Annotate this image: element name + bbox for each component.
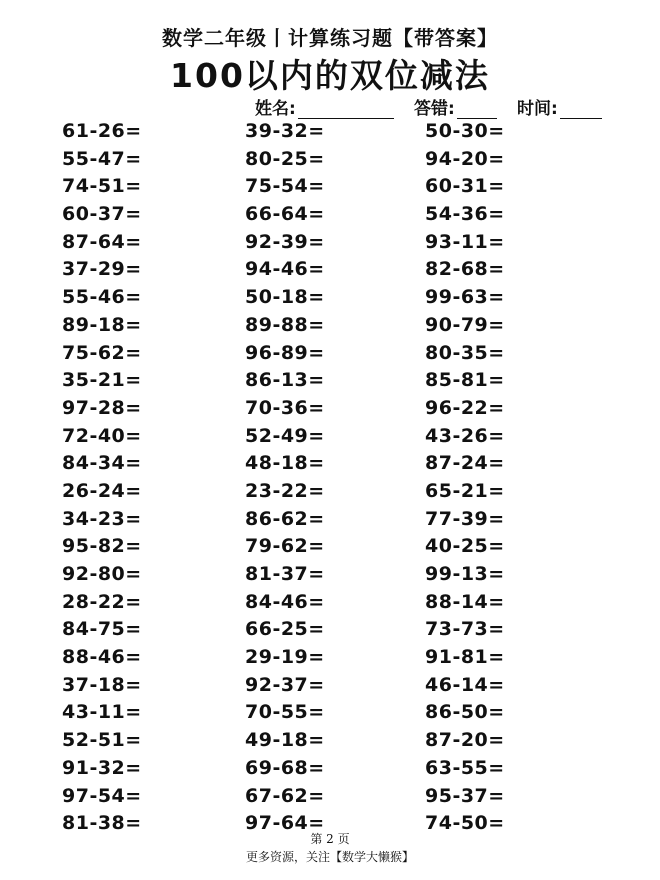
subtraction-problem: 97-64= xyxy=(245,812,325,835)
subtraction-problem: 87-64= xyxy=(62,230,142,253)
subtraction-problem: 87-24= xyxy=(425,452,505,475)
subtraction-problem: 55-46= xyxy=(62,286,142,309)
subtraction-problem: 80-25= xyxy=(245,147,325,170)
subtraction-problem: 75-54= xyxy=(245,175,325,198)
page-number: 第 2 页 xyxy=(310,832,350,846)
errors-label: 答错: xyxy=(414,99,455,119)
subtraction-problem: 92-37= xyxy=(245,673,325,696)
subtraction-problem: 43-26= xyxy=(425,424,505,447)
subtraction-problem: 77-39= xyxy=(425,507,505,530)
subtraction-problem: 23-22= xyxy=(245,479,325,502)
subtraction-problem: 37-18= xyxy=(62,673,142,696)
subtraction-problem: 99-13= xyxy=(425,563,505,585)
subtraction-problem: 65-21= xyxy=(425,479,505,502)
subtraction-problem: 91-81= xyxy=(425,646,505,669)
time-label: 时间: xyxy=(517,99,558,119)
subtraction-problem: 93-11= xyxy=(425,230,505,253)
subtraction-problem: 50-30= xyxy=(425,120,505,142)
subtraction-problem: 87-20= xyxy=(425,729,505,752)
subtraction-problem: 66-25= xyxy=(245,618,325,641)
subtraction-problem: 82-68= xyxy=(425,258,505,281)
subtraction-problem: 70-36= xyxy=(245,396,325,419)
subtraction-problem: 89-88= xyxy=(245,313,325,336)
subtraction-problem: 29-19= xyxy=(245,646,325,669)
errors-blank[interactable] xyxy=(457,100,497,119)
subtraction-problem: 46-14= xyxy=(425,673,505,696)
subtraction-problem: 84-75= xyxy=(62,618,142,641)
problem-column-1 xyxy=(62,118,142,838)
subtraction-problem: 96-89= xyxy=(245,341,325,364)
subtraction-problem: 97-54= xyxy=(62,784,142,807)
subtraction-problem: 48-18= xyxy=(245,452,325,475)
subtraction-problem: 81-37= xyxy=(245,563,325,585)
subtraction-problem: 94-20= xyxy=(425,147,505,170)
subtraction-problem: 90-79= xyxy=(425,313,505,336)
subtraction-problem: 81-38= xyxy=(62,812,142,835)
subtraction-problem: 60-37= xyxy=(62,203,142,226)
subtraction-problem: 70-55= xyxy=(245,701,325,724)
subtraction-problem: 74-50= xyxy=(425,812,505,835)
subtraction-problem: 72-40= xyxy=(62,424,142,447)
subtraction-problem: 92-80= xyxy=(62,563,142,585)
subtraction-problem: 96-22= xyxy=(425,396,505,419)
subtraction-problem: 84-46= xyxy=(245,590,325,613)
footer-note: 更多资源，关注【数学大懒猴】 xyxy=(245,850,414,864)
name-field[interactable] xyxy=(255,94,394,119)
problem-column-2 xyxy=(245,118,325,838)
subtraction-problem: 35-21= xyxy=(62,369,142,392)
subtraction-problem: 26-24= xyxy=(62,479,142,502)
subtraction-problem: 60-31= xyxy=(425,175,505,198)
student-info-row xyxy=(0,94,660,118)
subtraction-problem: 86-50= xyxy=(425,701,505,724)
errors-field[interactable] xyxy=(414,94,497,119)
subtraction-problem: 37-29= xyxy=(62,258,142,281)
subtraction-problem: 52-49= xyxy=(245,424,325,447)
subtraction-problem: 84-34= xyxy=(62,452,142,475)
subtraction-problem: 69-68= xyxy=(245,756,325,779)
subtraction-problem: 50-18= xyxy=(245,286,325,309)
subtraction-problem: 95-82= xyxy=(62,535,142,558)
subtraction-problem: 34-23= xyxy=(62,507,142,530)
name-label: 姓名: xyxy=(255,99,296,119)
subtraction-problem: 28-22= xyxy=(62,590,142,613)
subtraction-problem: 43-11= xyxy=(62,701,142,724)
subtraction-problem: 75-62= xyxy=(62,341,142,364)
worksheet-title: 100以内的双位减法 xyxy=(170,56,490,95)
subtraction-problem: 88-14= xyxy=(425,590,505,613)
subtraction-problem: 74-51= xyxy=(62,175,142,198)
subtraction-problem: 39-32= xyxy=(245,120,325,142)
subtraction-problem: 85-81= xyxy=(425,369,505,392)
subtraction-problem: 92-39= xyxy=(245,230,325,253)
subtraction-problem: 73-73= xyxy=(425,618,505,641)
subtraction-problem: 94-46= xyxy=(245,258,325,281)
subtraction-problem: 54-36= xyxy=(425,203,505,226)
subtraction-problem: 86-13= xyxy=(245,369,325,392)
name-blank[interactable] xyxy=(298,100,394,119)
subtraction-problem: 49-18= xyxy=(245,729,325,752)
time-field[interactable] xyxy=(517,94,602,119)
subtraction-problem: 88-46= xyxy=(62,646,142,669)
subtraction-problem: 89-18= xyxy=(62,313,142,336)
subtraction-problem: 63-55= xyxy=(425,756,505,779)
subtraction-problem: 86-62= xyxy=(245,507,325,530)
subtraction-problem: 91-32= xyxy=(62,756,142,779)
subtraction-problem: 40-25= xyxy=(425,535,505,558)
subtraction-problem: 99-63= xyxy=(425,286,505,309)
subtraction-problem: 95-37= xyxy=(425,784,505,807)
subtraction-problem: 80-35= xyxy=(425,341,505,364)
problem-column-3 xyxy=(425,118,505,838)
subtraction-problem: 55-47= xyxy=(62,147,142,170)
subtraction-problem: 67-62= xyxy=(245,784,325,807)
subtraction-problem: 66-64= xyxy=(245,203,325,226)
subtraction-problem: 61-26= xyxy=(62,120,142,142)
time-blank[interactable] xyxy=(560,100,602,119)
subtraction-problem: 97-28= xyxy=(62,396,142,419)
subtraction-problem: 79-62= xyxy=(245,535,325,558)
worksheet-subtitle: 数学二年级丨计算练习题【带答案】 xyxy=(162,26,498,50)
subtraction-problem: 52-51= xyxy=(62,729,142,752)
